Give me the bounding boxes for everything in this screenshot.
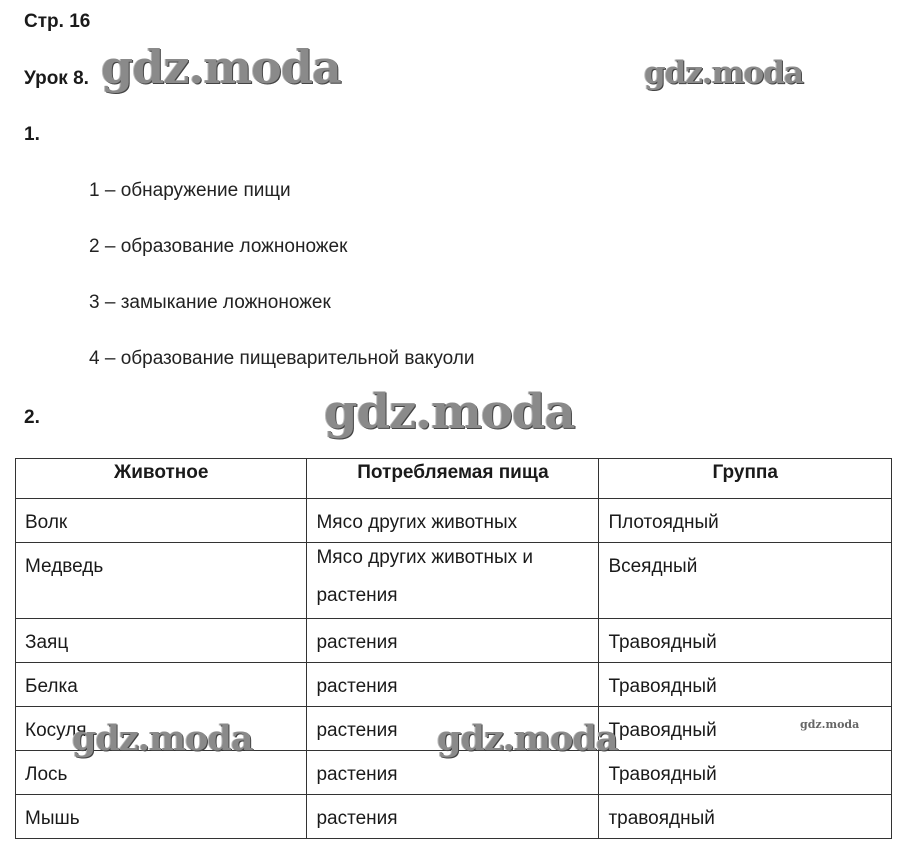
cell-food: растения	[307, 707, 599, 751]
task-1-step-1: 1 – обнаружение пищи	[89, 180, 291, 201]
cell-animal: Мышь	[16, 795, 307, 839]
header-animal: Животное	[16, 459, 307, 499]
lesson-title: Урок 8.	[24, 68, 89, 89]
table-row	[16, 543, 892, 619]
page-number: Стр. 16	[24, 11, 91, 32]
watermark: gdz.moda	[101, 40, 341, 94]
watermark: gdz.moda	[72, 718, 253, 759]
table-row	[16, 619, 892, 663]
cell-animal: Волк	[16, 499, 307, 543]
table-row	[16, 663, 892, 707]
cell-animal: Заяц	[16, 619, 307, 663]
cell-animal: Белка	[16, 663, 307, 707]
task-1-step-3: 3 – замыкание ложноножек	[89, 292, 331, 313]
task-1-step-4: 4 – образование пищеварительной вакуоли	[89, 348, 475, 369]
cell-food: растения	[307, 663, 599, 707]
cell-animal: Косуля	[16, 707, 307, 751]
cell-animal: Медведь	[16, 543, 307, 619]
header-food: Потребляемая пища	[307, 459, 599, 499]
watermark: gdz.moda	[800, 718, 860, 731]
cell-group: Травоядный	[599, 663, 892, 707]
watermark: gdz.moda	[324, 384, 575, 440]
cell-group: Плотоядный	[599, 499, 892, 543]
table-header-row	[16, 459, 892, 499]
task-1-step-2: 2 – образование ложноножек	[89, 236, 348, 257]
cell-food: растения	[307, 751, 599, 795]
cell-group: Травоядный	[599, 707, 892, 751]
cell-group: Всеядный	[599, 543, 892, 619]
table-row	[16, 499, 892, 543]
cell-food: растения	[307, 619, 599, 663]
cell-food: Мясо других животных и растения	[307, 543, 599, 619]
cell-food: растения	[307, 795, 599, 839]
cell-group: травоядный	[599, 795, 892, 839]
watermark: gdz.moda	[644, 55, 803, 91]
table-row	[16, 795, 892, 839]
task-2-number: 2.	[24, 407, 40, 428]
task-1-number: 1.	[24, 124, 40, 145]
cell-animal: Лось	[16, 751, 307, 795]
header-group: Группа	[599, 459, 892, 499]
cell-group: Травоядный	[599, 751, 892, 795]
cell-food: Мясо других животных	[307, 499, 599, 543]
cell-group: Травоядный	[599, 619, 892, 663]
animals-food-table	[15, 458, 892, 839]
watermark: gdz.moda	[437, 718, 618, 759]
